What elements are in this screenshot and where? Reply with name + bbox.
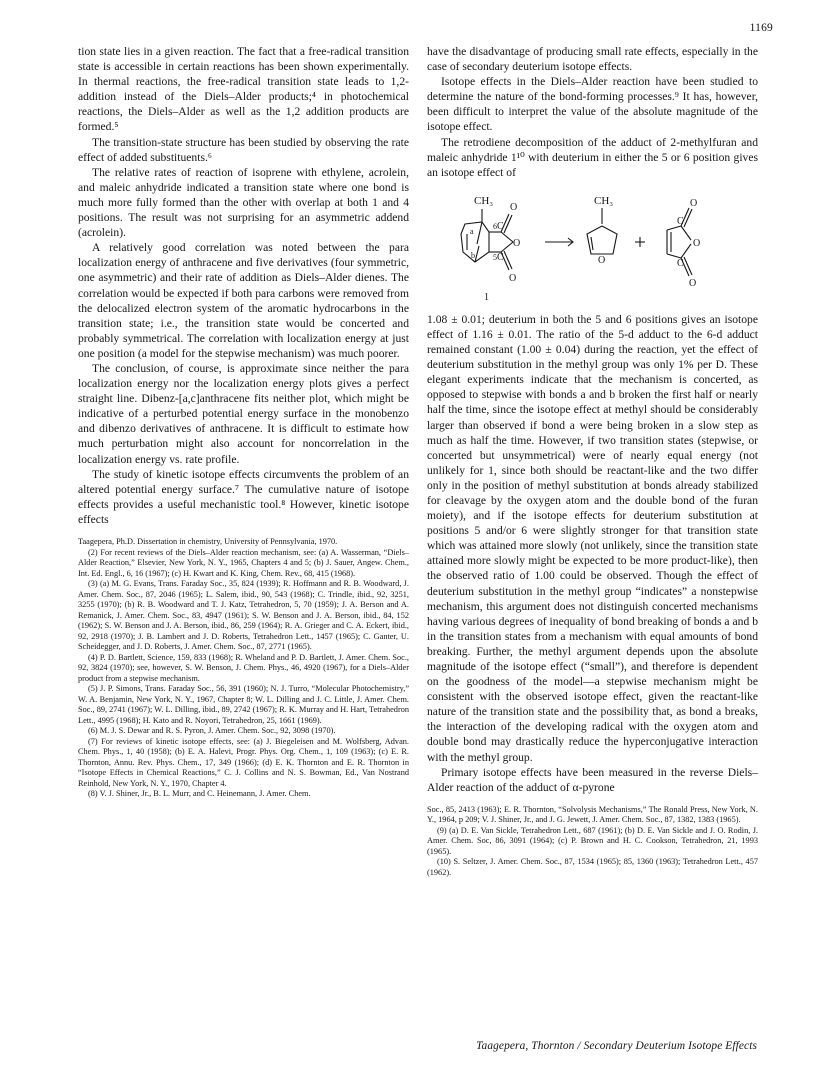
footnote: (9) (a) D. E. Van Sickle, Tetrahedron Lett., 687 (1961); (b) D. E. Van Sickle and J. O. Rodin, J. Amer. Chem. Soc, 86, 3091 (1964); (c) P. Brown and H. C. Cookson, Tetrahedron, 21, 1993 (1965).	[427, 825, 758, 856]
methyl-label: CH₃	[474, 194, 494, 207]
body-paragraph: A relatively good correlation was noted between the para localization energy of anthracene and five derivatives (four symmetric, one asymmetric) and their rate of addition as Diels–Alder dienes. The correlation would be expected if both para carbons were removed from the delocalized electron system of the aromatic hydrocarbons in the transition state; i.e., the transition state would be concerted and probably symmetrical. The correlation with localization energy at just one position (a model for the stepwise mechanism) was much poorer.	[78, 241, 409, 360]
footnote: (10) S. Seltzer, J. Amer. Chem. Soc., 87, 1534 (1965); 85, 1360 (1963); Tetrahedron Lett., 457 (1962).	[427, 857, 758, 877]
atom-label: C	[677, 257, 684, 269]
body-paragraph: Isotope effects in the Diels–Alder reaction have been studied to determine the nature of the bond-forming processes.⁹ It has, however, been difficult to interpret the value of the absolute magnitude of the isotope effect.	[427, 75, 758, 134]
footnote: (3) (a) M. G. Evans, Trans. Faraday Soc., 35, 824 (1939); R. Hoffmann and R. B. Woodward, J. Amer. Chem. Soc., 87, 2046 (1965); L. Salem, ibid., 90, 543 (1968); C. Trindle, ibid., 92, 3251, 3255 (1970); (b) R. B. Woodward and T. J. Katz, Tetrahedron, 5, 70 (1959); J. A. Berson and A. Remanick, J. Amer. Chem. Soc., 83, 4947 (1961); S. W. Benson and J. A. Berson, ibid., 84, 152 (1962); S. W. Benson and J. A. Berson, ibid., 86, 259 (1964); R. A. Grieger and C. A. Eckert, ibid., 92, 2918 (1970); J. B. Lambert and J. D. Roberts, Tetrahedron Lett., 1457 (1965); C. Ganter, U. Scheidegger, and J. D. Roberts, J. Amer. Chem. Soc., 87, 2771 (1965).	[78, 579, 409, 651]
reaction-scheme-drawing	[427, 184, 758, 306]
atom-label: C	[497, 220, 504, 232]
bond-line	[501, 232, 513, 242]
atom-label: O	[690, 197, 698, 209]
bond-line	[504, 251, 512, 269]
bond-label: a	[470, 226, 474, 236]
atom-label: O	[693, 237, 701, 249]
position-label: 5	[493, 252, 497, 262]
atom-label: O	[510, 201, 518, 213]
footnote: Soc., 85, 2413 (1963); E. R. Thornton, “Solvolysis Mechanisms,” The Ronald Press, New York, N. Y., 1964, p 209; V. J. Shiner, Jr., and J. G. Jewett, J. Amer. Chem. Soc., 87, 1382, 1383 (1965).	[427, 804, 758, 825]
atom-label: C	[677, 215, 684, 227]
footnotes-left	[78, 537, 409, 800]
atom-label: O	[689, 277, 697, 289]
atom-label: O	[598, 254, 606, 266]
atom-label: C	[497, 251, 504, 263]
bond-line	[681, 244, 691, 258]
bond-line	[681, 226, 691, 240]
bond-line	[501, 242, 513, 252]
adduct-ring	[461, 222, 489, 262]
position-label: 6	[493, 221, 497, 231]
body-paragraph: The transition-state structure has been studied by observing the rate effect of added substituents.⁶	[78, 135, 409, 164]
running-footer: Taagepera, Thornton / Secondary Deuterium Isotope Effects	[476, 1040, 757, 1052]
page-number: 1169	[749, 22, 773, 34]
bond-line	[504, 215, 512, 233]
body-paragraph: Primary isotope effects have been measured in the reverse Diels–Alder reaction of the adduct of α-pyrone	[427, 765, 758, 794]
bond-line	[477, 222, 482, 244]
body-paragraph: tion state lies in a given reaction. The fact that a free-radical transition state is accessible in certain reactions has been shown experimentally. In thermal reactions, the free-radical transition state leads to 1,2-addition instead of the Diels–Alder products;⁴ in photochemical reactions, the Diels–Alder as well as the 1,2 addition products are formed.⁵	[78, 45, 409, 134]
bond-line	[591, 237, 593, 250]
atom-label: O	[513, 237, 521, 249]
right-column	[427, 44, 758, 878]
footnote: (5) J. P. Simons, Trans. Faraday Soc., 56, 391 (1960); N. J. Turro, “Molecular Photochemistry,” W. A. Benjamin, New York, N. Y., 1967, Chapter 8; W. L. Dilling and J. C. Little, J. Amer. Chem. Soc., 89, 2741 (1967); W. L. Dilling, ibid., 89, 2742 (1967); R. K. Murray and H. Hart, Tetrahedron Lett., 4995 (1968); H. Kato and R. Noyori, Tetrahedron, 25, 1661 (1969).	[78, 684, 409, 725]
reaction-scheme-figure	[427, 184, 758, 306]
footnote: (4) P. D. Bartlett, Science, 159, 833 (1968); R. Wheland and P. D. Bartlett, J. Amer. Chem. Soc., 92, 3824 (1970); see, however, S. W. Benson, J. Chem. Phys., 46, 4920 (1967), for a Diels–Alder product from a stepwise mechanism.	[78, 652, 409, 683]
bond-label: b	[471, 250, 475, 260]
compound-number: 1	[484, 291, 489, 303]
footnote: (2) For recent reviews of the Diels–Alder reaction mechanism, see: (a) A. Wasserman, “Diels–Alder Reaction,” Elsevier, New York, N. Y., 1965, Chapters 4 and 5; (b) J. Sauer, Angew. Chem., Int. Ed. Engl., 6, 16 (1967); (c) H. Kwart and K. King, Chem. Rev., 68, 415 (1968).	[78, 547, 409, 578]
left-column	[78, 44, 409, 800]
atom-label: O	[509, 272, 517, 284]
footnote: (8) V. J. Shiner, Jr., B. L. Murr, and C. Heinemann, J. Amer. Chem.	[88, 789, 311, 798]
bond-line	[684, 257, 692, 275]
body-paragraph: have the disadvantage of producing small rate effects, especially in the case of secondary deuterium isotope effects.	[427, 45, 758, 74]
body-paragraph: The retrodiene decomposition of the adduct of 2-methylfuran and maleic anhydride 1¹⁰ with deuterium in either the 5 or 6 position gives an isotope effect of	[427, 135, 758, 179]
body-paragraph: The relative rates of reaction of isoprene with ethylene, acrolein, and maleic anhydride indicated a transition state where one bond is much more fully formed than the other with overlap at both 1 and 4 positions. The result was not surprising for an asymmetric addend (acrolein).	[78, 165, 409, 240]
footnote: (7) For reviews of kinetic isotope effects, see: (a) J. Biegeleisen and M. Wolfsberg, Advan. Chem. Phys., 1, 40 (1958); (b) E. A. Halevi, Progr. Phys. Org. Chem., 1, 109 (1963); (c) E. R. Thornton, Annu. Rev. Phys. Chem., 17, 349 (1966); (d) E. K. Thornton and E. R. Thornton in “Isotope Effects in Chemical Reactions,” C. J. Collins and N. S. Bowman, Ed., Van Nostrand Reinhold, New York, N. Y., 1970, Chapter 4.	[78, 736, 409, 788]
footnotes-right	[427, 805, 758, 879]
body-paragraph: The conclusion, of course, is approximate since neither the para localization energy nor the localization energy plots gives a perfect straight line. Dibenz-[a,c]anthracene fits neither plot, which might be indicative of a perturbed potential energy surface in the monobenzo and dibenzo derivatives of anthracene. It is difficult to estimate how much perturbation might also account for noncorrelation in the localization energy vs. rate profile.	[78, 361, 409, 466]
body-paragraph: 1.08 ± 0.01; deuterium in both the 5 and 6 positions gives an isotope effect of 1.16 ± 0.01. The ratio of the 5-d adduct to the 6-d adduct remained constant (1.00 ± 0.04) during the reaction, yet the effect of deuterium substitution in the methyl group was only 1% per D. These elegant experiments indicate that the mechanism is concerted, as opposed to stepwise with bonds a and b broken the first half or nearly half the time, since the isotope effect at methyl should be considerably larger than observed if bond a were being broken in a slow step as much as half the time. However, if two transition states (stepwise, or concerted but unsymmetrical) were of nearly equal energy (not unlikely for 1, since both should be reactant-like and the two differ only in the position of methyl substitution at bonds already stabilized for cleavage by the oxygen atom and the double bond of the furan moiety), and if the isotope effects for deuterium substitution at positions 5 and/or 6 were slightly stronger for that transition state which was attained more slowly (not unlikely, since the transition state attained more slowly might be expected to be more product-like), then the observed ratio of 1.00 could be observed. Though the effect of deuterium substitution in the methyl group “indicates” a nonstepwise mechanism, this argument does not distinguish concerted mechanisms having various degrees of inequality of bond breaking of bonds a and b in the transition states from a mechanism with equal amounts of bond breaking. Further, the methyl argument depends upon the absolute magnitude of the isotope effect (“small”), and therefore is dependent on the goodness of the model—a stepwise mechanism might be consistent with the observed isotope effect, given the reactant-like nature of the transition state and the possibility that, as bond a breaks, the interaction of the developing radical with the oxygen atom and double bond may drastically reduce the hyperconjugative interaction with the methyl group.	[427, 312, 758, 764]
body-paragraph: The study of kinetic isotope effects circumvents the problem of an altered potential energy surface.⁷ The cumulative nature of isotope effects provides a useful mechanistic tool.⁸ However, kinetic isotope effects	[78, 467, 409, 526]
footnote: Taagepera, Ph.D. Dissertation in chemistry, University of Pennsylvania, 1970.	[78, 537, 338, 546]
methyl-label: CH₃	[594, 194, 614, 207]
footnote: (6) M. J. S. Dewar and R. S. Pyron, J. Amer. Chem. Soc., 92, 3098 (1970).	[88, 726, 336, 735]
bond-line	[684, 209, 692, 227]
